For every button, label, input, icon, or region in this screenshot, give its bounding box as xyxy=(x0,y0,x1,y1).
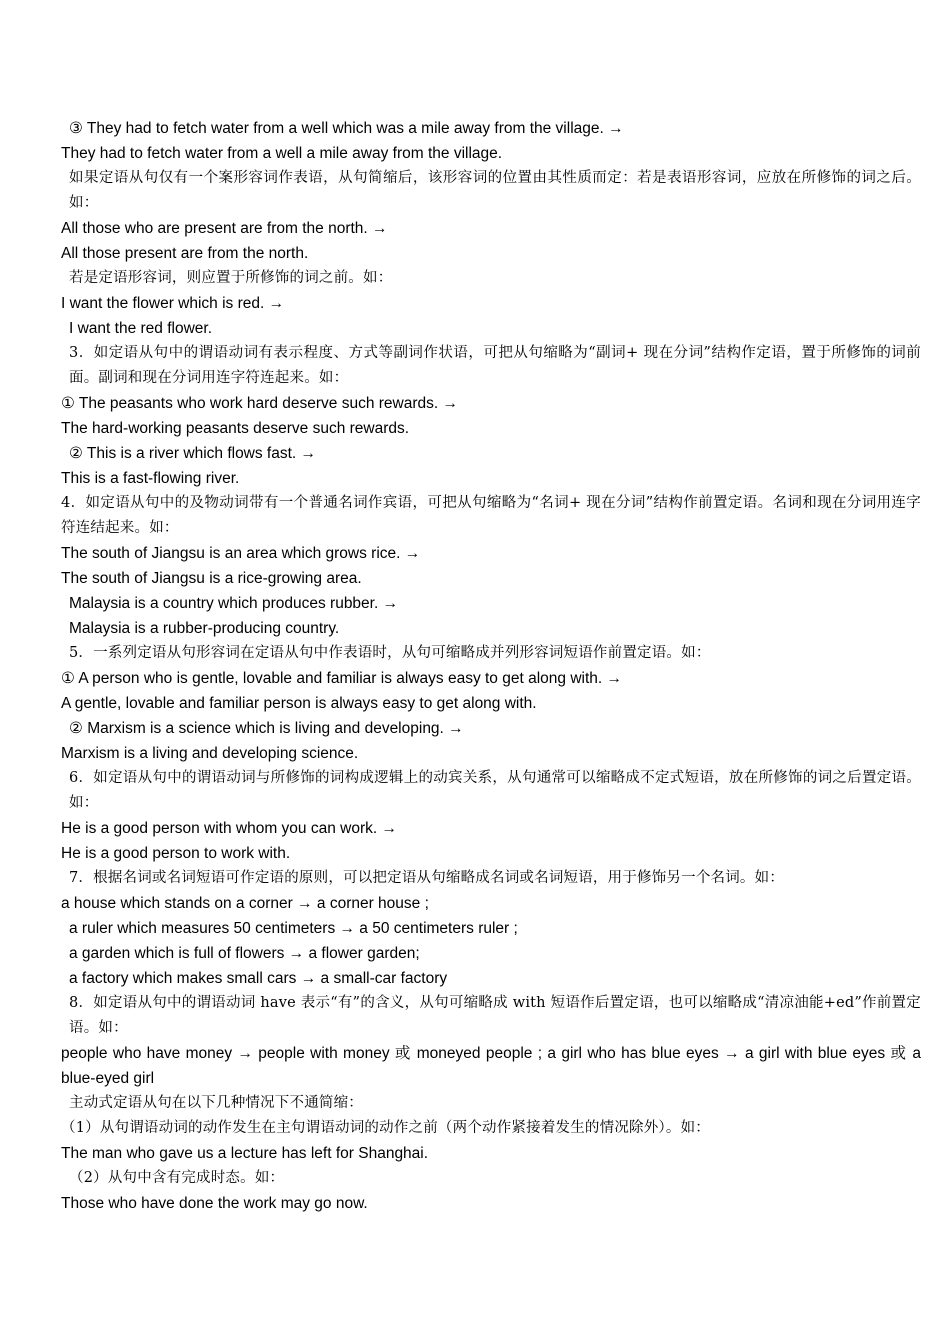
text-line: 5．一系列定语从句形容词在定语从句中作表语时，从句可缩略成并列形容词短语作前置定语。如： xyxy=(69,645,711,661)
text-line: The hard-working peasants deserve such rewards. xyxy=(61,420,410,437)
text-line: ② Marxism is a science which is living and developing. → xyxy=(69,720,464,737)
text-line: All those who are present are from the north. → xyxy=(61,220,388,237)
text-line: Marxism is a living and developing science. xyxy=(61,745,359,762)
text-paragraph: 8．如定语从句中的谓语动词 have 表示“有”的含义，从句可缩略成 with 短语作后置定语，也可以缩略成“清凉油能+ed”作前置定语。如： xyxy=(69,995,921,1036)
text-line: He is a good person to work with. xyxy=(61,845,291,862)
text-line: （1）从句谓语动词的动作发生在主句谓语动词的动作之前（两个动作紧接着发生的情况除外）。如： xyxy=(61,1120,710,1136)
text-line: ② This is a river which flows fast. → xyxy=(69,445,317,462)
text-paragraph: 6．如定语从句中的谓语动词与所修饰的词构成逻辑上的动宾关系，从句通常可以缩略成不定式短语，放在所修饰的词之后置定语。如： xyxy=(69,770,921,811)
text-line: a factory which makes small cars → a small-car factory xyxy=(69,970,448,987)
text-line: This is a fast-flowing river. xyxy=(61,470,240,487)
text-line: ① The peasants who work hard deserve such rewards. → xyxy=(61,395,458,412)
text-paragraph: 如果定语从句仅有一个案形容词作表语，从句简缩后，该形容词的位置由其性质而定：若是表语形容词，应放在所修饰的词之后。如： xyxy=(69,170,921,211)
text-line: The man who gave us a lecture has left for Shanghai. xyxy=(61,1145,429,1162)
text-paragraph: 3．如定语从句中的谓语动词有表示程度、方式等副词作状语，可把从句缩略为“副词+ 现在分词”结构作定语，置于所修饰的词前面。副词和现在分词用连字符连起来。如： xyxy=(69,345,921,386)
text-line: 若是定语形容词，则应置于所修饰的词之前。如： xyxy=(69,270,393,286)
text-line: All those present are from the north. xyxy=(61,245,309,262)
text-line: They had to fetch water from a well a mile away from the village. xyxy=(61,145,503,162)
text-line: 7．根据名词或名词短语可作定语的原则，可以把定语从句缩略成名词或名词短语，用于修饰另一个名词。如： xyxy=(69,870,785,886)
text-line: Malaysia is a country which produces rubber. → xyxy=(69,595,399,612)
text-line: （2）从句中含有完成时态。如： xyxy=(69,1170,285,1186)
text-line: 主动式定语从句在以下几种情况下不通简缩： xyxy=(69,1095,363,1111)
text-line: A gentle, lovable and familiar person is always easy to get along with. xyxy=(61,695,537,712)
text-paragraph: 4．如定语从句中的及物动词带有一个普通名词作宾语，可把从句缩略为“名词+ 现在分词”结构作前置定语。名词和现在分词用连字符连结起来。如： xyxy=(61,495,921,536)
text-line: ③ They had to fetch water from a well which was a mile away from the village. → xyxy=(69,120,624,137)
text-line: I want the flower which is red. → xyxy=(61,295,285,312)
text-line: a ruler which measures 50 centimeters → a 50 centimeters ruler ; xyxy=(69,920,518,937)
text-line: He is a good person with whom you can work. → xyxy=(61,820,397,837)
document-page xyxy=(61,116,921,1216)
text-line: Malaysia is a rubber-producing country. xyxy=(69,620,340,637)
text-line: ① A person who is gentle, lovable and familiar is always easy to get along with. → xyxy=(61,670,622,687)
text-line: Those who have done the work may go now. xyxy=(61,1195,368,1212)
text-line: I want the red flower. xyxy=(69,320,213,337)
text-line: a house which stands on a corner → a corner house ; xyxy=(61,895,429,912)
text-paragraph: people who have money → people with money 或 moneyed people ; a girl who has blue eyes → a girl with blue eyes 或 a blue-eyed girl xyxy=(61,1045,921,1087)
text-line: The south of Jiangsu is an area which grows rice. → xyxy=(61,545,421,562)
text-line: The south of Jiangsu is a rice-growing area. xyxy=(61,570,362,587)
text-line: a garden which is full of flowers → a flower garden; xyxy=(69,945,420,962)
